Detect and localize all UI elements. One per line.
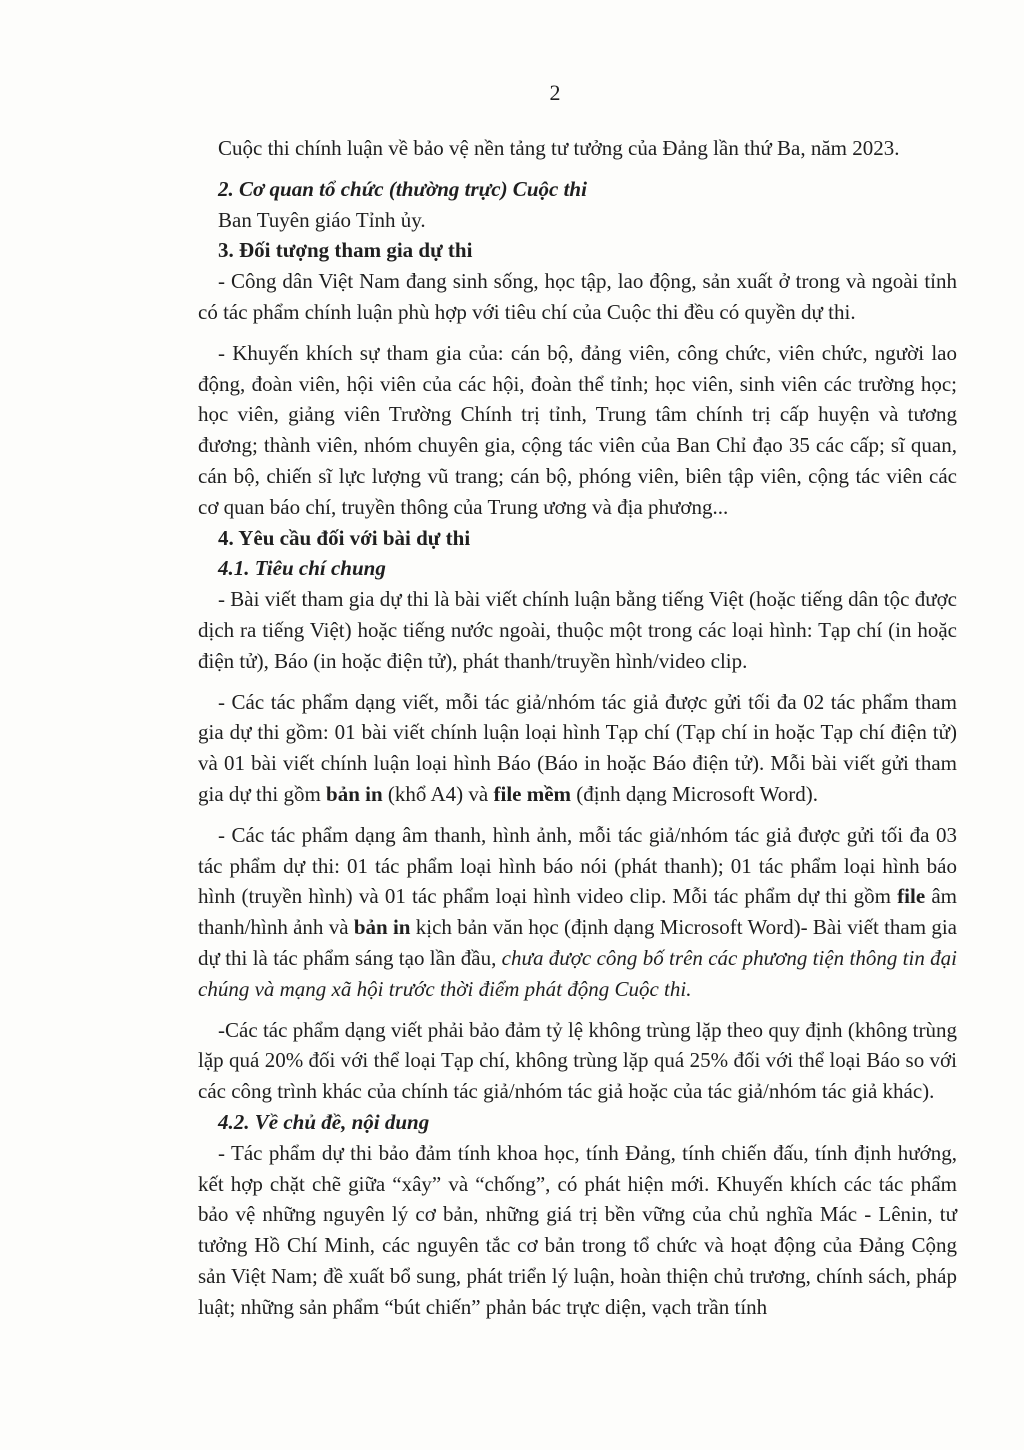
intro-paragraph: Cuộc thi chính luận về bảo vệ nền tảng tư tưởng của Đảng lần thứ Ba, năm 2023. xyxy=(218,136,900,160)
criteria-paragraph-2 xyxy=(198,687,957,810)
criteria-paragraph-4: -Các tác phẩm dạng viết phải bảo đảm tỷ lệ không trùng lặp theo quy định (không trùng lặp quá 20% đối với thể loại Tạp chí, không trùng lặp quá 25% đối với thể loại Báo so với các công trình khác của chính tác giả/nhóm tác giả hoặc của tác giả/nhóm tác giả khác). xyxy=(198,1017,957,1104)
bold-text-run: bản in xyxy=(353,915,411,940)
text-run: - Các tác phẩm dạng âm thanh, hình ảnh, mỗi tác giả/nhóm tác giả được gửi tối đa 03 tác phẩm dự thi: 01 tác phẩm loại hình báo nói (phát thanh); 01 tác phẩm loại hình báo hình (truyền hình) và 01 tác phẩm loại hình video clip. Mỗi tác phẩm dự thi gồm xyxy=(198,822,957,909)
organizer-paragraph: Ban Tuyên giáo Tỉnh ủy. xyxy=(218,207,426,232)
heading-general-criteria: 4.1. Tiêu chí chung xyxy=(218,556,386,581)
heading-topic-content: 4.2. Về chủ đề, nội dung xyxy=(218,1109,430,1134)
heading-participants: 3. Đối tượng tham gia dự thi xyxy=(218,238,473,263)
text-run: (khổ A4) và xyxy=(382,781,494,806)
criteria-paragraph-1: - Bài viết tham gia dự thi là bài viết chính luận bằng tiếng Việt (hoặc tiếng dân tộc được dịch ra tiếng Việt) hoặc tiếng nước ngoài, thuộc một trong các loại hình: Tạp chí (in hoặc điện tử), Báo (in hoặc điện tử), phát thanh/truyền hình/video clip. xyxy=(198,587,957,673)
italic-text-run: chưa được công bố trên các phương tiện thông tin đại chúng và mạng xã hội trước thời điểm phát động Cuộc thi. xyxy=(198,945,957,1001)
topic-paragraph-1: - Tác phẩm dự thi bảo đảm tính khoa học, tính Đảng, tính chiến đấu, tính định hướng, kết hợp chặt chẽ giữa “xây” và “chống”, có phát hiện mới. Khuyến khích các tác phẩm bảo vệ những nguyên lý cơ bản, những giá trị bền vững của chủ nghĩa Mác - Lênin, tư tưởng Hồ Chí Minh, các nguyên tắc cơ bản trong tổ chức và hoạt động của Đảng Cộng sản Việt Nam; đề xuất bổ sung, phát triển lý luận, hoàn thiện chủ trương, chính sách, pháp luật; những sản phẩm “bút chiến” phản bác trực diện, vạch trần tính xyxy=(198,1140,957,1319)
text-run: âm thanh/hình ảnh và xyxy=(198,884,957,940)
bold-text-run: file mềm xyxy=(493,781,572,806)
heading-organizer: 2. Cơ quan tổ chức (thường trực) Cuộc thi xyxy=(218,176,587,201)
document-body xyxy=(198,133,957,1322)
text-run: kịch bản văn học (định dạng Microsoft Word)- Bài viết tham gia dự thi là tác phẩm sáng tạo lần đầu, xyxy=(198,915,958,970)
criteria-paragraph-3 xyxy=(198,820,957,1005)
bold-text-run: file xyxy=(897,884,926,909)
page-number: 2 xyxy=(549,80,561,105)
participants-paragraph-2: - Khuyến khích sự tham gia của: cán bộ, đảng viên, công chức, viên chức, người lao động, đoàn viên, hội viên của các hội, đoàn thể tỉnh; học viên, sinh viên các trường học; học viên, giảng viên Trường Chính trị tỉnh, Trung tâm chính trị cấp huyện và tương đương; thành viên, nhóm chuyên gia, cộng tác viên của Ban Chỉ đạo 35 các cấp; sĩ quan, cán bộ, chiến sĩ lực lượng vũ trang; cán bộ, phóng viên, biên tập viên, cộng tác viên các cơ quan báo chí, truyền thông của Trung ương và địa phương... xyxy=(198,340,957,519)
heading-requirements: 4. Yêu cầu đối với bài dự thi xyxy=(218,525,471,550)
text-run: (định dạng Microsoft Word). xyxy=(571,781,819,806)
text-run: - Các tác phẩm dạng viết, mỗi tác giả/nhóm tác giả được gửi tối đa 02 tác phẩm tham gia dự thi gồm: 01 bài viết chính luận loại hình Tạp chí (Tạp chí in hoặc Tạp chí điện tử) và 01 bài viết chính luận loại hình Báo (Báo in hoặc Báo điện tử). Mỗi bài viết gửi tham gia dự thi gồm xyxy=(198,689,957,806)
bold-text-run: bản in xyxy=(326,781,383,806)
participants-paragraph-1: - Công dân Việt Nam đang sinh sống, học tập, lao động, sản xuất ở trong và ngoài tỉnh có tác phẩm chính luận phù hợp với tiêu chí của Cuộc thi đều có quyền dự thi. xyxy=(198,269,957,324)
